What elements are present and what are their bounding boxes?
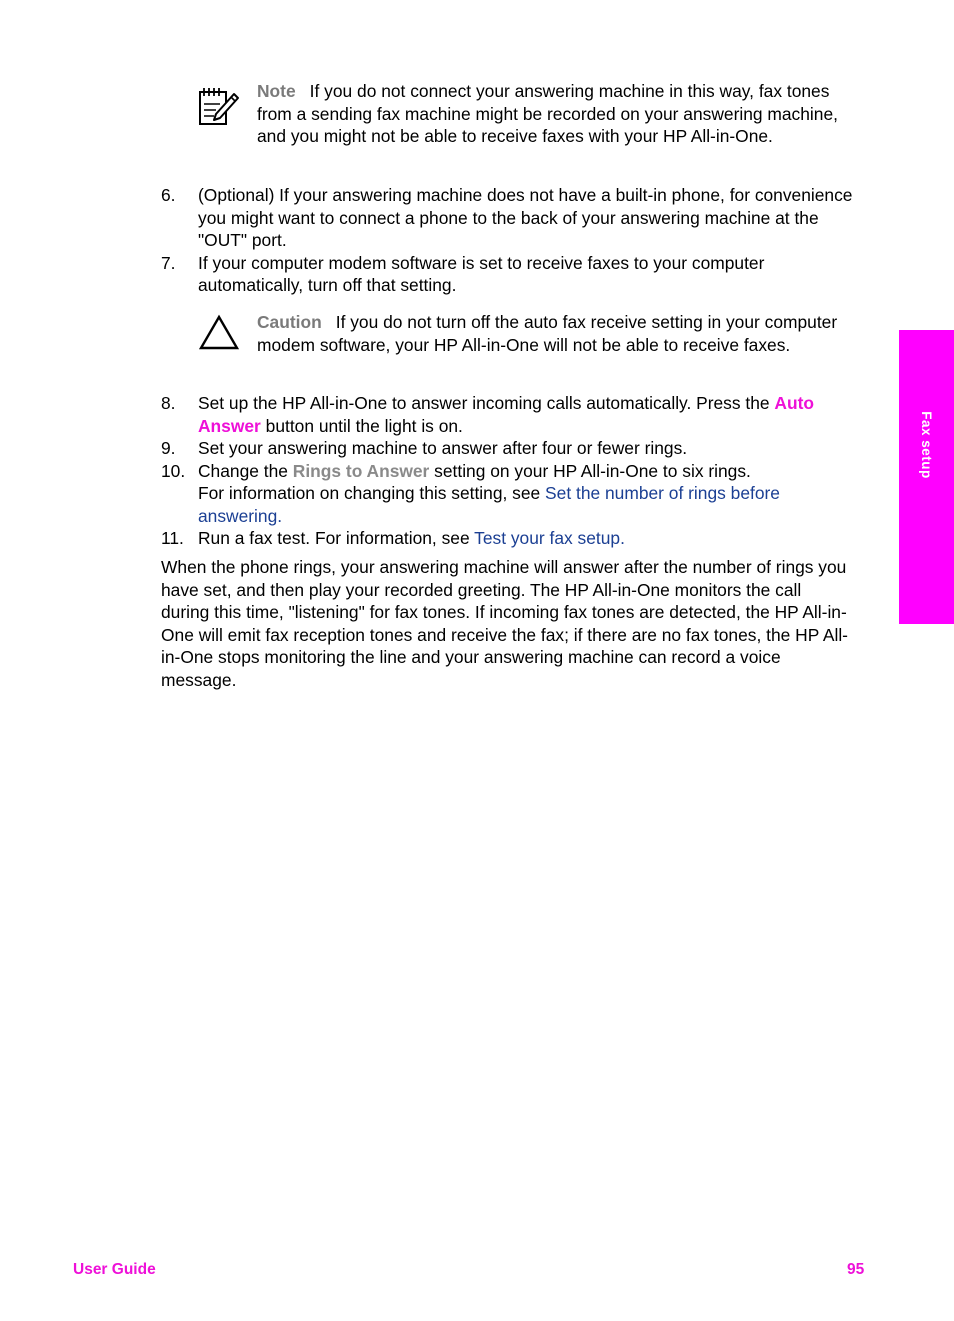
step-number: 7. (161, 252, 176, 273)
list-item (161, 527, 861, 550)
step-number: 6. (161, 185, 176, 205)
step8-pre: Set up the HP All-in-One to answer incoming calls automatically. Press the (198, 393, 775, 413)
side-tab (899, 330, 954, 624)
rings-before-answering-link[interactable]: Set the number of rings before answering (198, 483, 780, 526)
note-callout (257, 80, 857, 148)
footer-guide-title: User Guide (73, 1261, 156, 1278)
step-text: (Optional) If your answering machine does not have a built-in phone, for convenience you might want to connect a phone to the back of your answering machine at the "OUT" port. (198, 185, 853, 250)
step-text (198, 460, 861, 528)
caution-text: If you do not turn off the auto fax receive setting in your computer modem software, your HP All-in-One will not be able to receive faxes. (257, 312, 838, 355)
step10-pre: Change the (198, 460, 293, 481)
body-paragraph: When the phone rings, your answering machine will answer after the number of rings you have set, and then play your recorded greeting. The HP All-in-One monitors the call during this time, "listening" for fax tones. If incoming fax tones are detected, the HP All-in-One will emit fax reception tones and receive the fax; if there are no fax tones, the HP All-in-One stops monitoring the line and your answering machine can record a voice message. (161, 557, 848, 690)
step-text: If your computer modem software is set to receive faxes to your computer automatically, turn off that setting. (198, 252, 765, 295)
test-fax-setup-link[interactable]: Test your fax setup (474, 528, 621, 548)
page-number: 95 (847, 1261, 865, 1278)
step-number: 9. (161, 438, 176, 458)
list-item (161, 460, 861, 528)
note-pencil-icon (198, 86, 240, 134)
steps-6-7 (161, 184, 861, 297)
side-tab-label: Fax setup (919, 411, 934, 479)
note-text: If you do not connect your answering machine in this way, fax tones from a sending fax machine might be recorded on your answering machine, and you might not be able to receive faxes with your HP All-in-One. (257, 81, 838, 146)
step8-post: button until the light is on. (260, 415, 463, 436)
step-number: 8. (161, 393, 176, 413)
step10-post: setting on your HP All-in-One to six rings. (429, 460, 751, 481)
caution-callout (257, 311, 857, 356)
caution-label: Caution (257, 312, 322, 332)
step11-pre: Run a fax test. For information, see (198, 528, 475, 548)
steps-8-11 (161, 392, 861, 550)
note-label: Note (257, 81, 296, 101)
step-text (198, 392, 861, 437)
step-number: 11. (161, 528, 184, 548)
list-item (161, 392, 861, 437)
rings-to-answer-setting: Rings to Answer (292, 460, 430, 481)
list-item (161, 252, 861, 297)
step-text (198, 527, 861, 550)
caution-triangle-icon (198, 314, 240, 358)
step-text: Set your answering machine to answer after four or fewer rings. (198, 438, 688, 458)
step10-info-post: . (277, 505, 283, 526)
step10-info-pre: For information on changing this setting, see (198, 483, 546, 503)
auto-answer-button-ref: Auto Answer (198, 393, 815, 436)
step-number: 10. (161, 460, 186, 481)
list-item (161, 437, 861, 460)
list-item (161, 184, 861, 252)
step11-post: . (620, 528, 625, 548)
